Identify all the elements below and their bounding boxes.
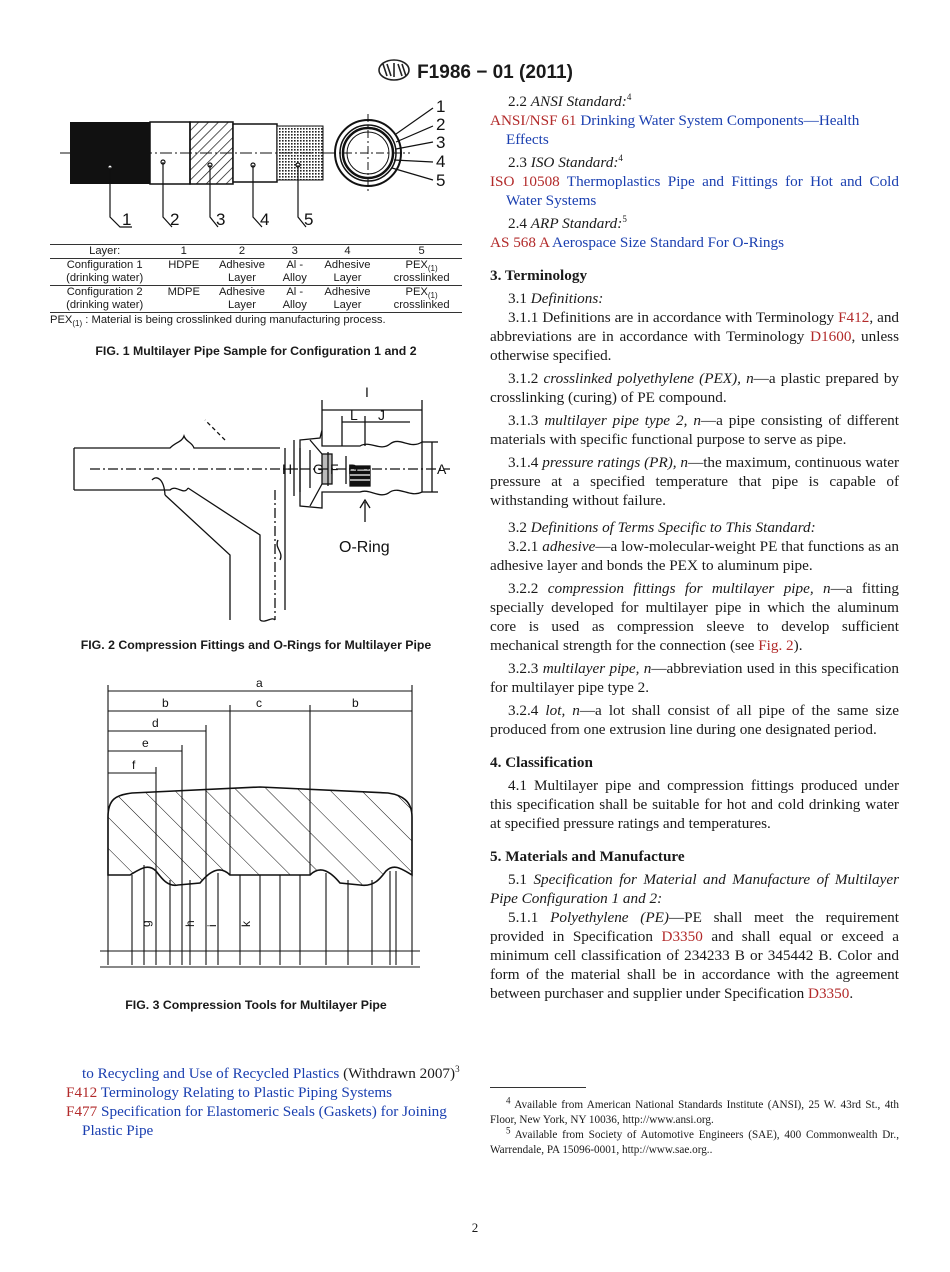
table-cell: Adhesive xyxy=(324,286,371,298)
table-cell: Layer xyxy=(208,272,275,286)
footnotes xyxy=(490,1095,899,1158)
right-column xyxy=(490,92,899,1007)
table-cell: Adhesive xyxy=(218,259,265,271)
reference-code-link[interactable]: ANSI/NSF 61 xyxy=(490,112,577,129)
dim-F: F xyxy=(330,461,339,477)
section-number: 2.4 xyxy=(508,215,531,232)
para-text: and shall equal or exceed a minimum cell classification of 234233 B or 345442 B. Color and form of the material shall be in accordance with the agreement between purchaser and supplier under Specification xyxy=(490,928,900,1002)
table-row xyxy=(50,286,462,300)
table-cell: (drinking water) xyxy=(50,272,159,286)
table-cell: Alloy xyxy=(276,299,314,313)
figure-1-drawing xyxy=(60,92,465,237)
para-text: , and abbreviations are in accordance with Terminology xyxy=(490,309,900,345)
table-cell xyxy=(381,259,462,273)
para-text: —a pipe consisting of different materials with specific functional purpose to serve as pipe. xyxy=(490,412,899,448)
fig1-label-5b: 5 xyxy=(436,171,446,190)
figure-2-drawing xyxy=(60,380,460,630)
para-text: 3.1.1 Definitions are in accordance with Terminology xyxy=(508,309,839,326)
page-header xyxy=(0,58,950,84)
para-3-1 xyxy=(490,289,899,308)
para-text: —abbreviation used in this specification for multilayer pipe type 2. xyxy=(490,660,899,696)
para-5-1 xyxy=(490,870,899,908)
section-heading: ANSI Standard: xyxy=(530,93,627,110)
reference-iso xyxy=(490,172,899,210)
table-cell: crosslinked xyxy=(381,272,462,286)
table-cell: crosslinked xyxy=(381,299,462,313)
fig1-label-4b: 4 xyxy=(436,152,446,171)
table-cell xyxy=(159,272,208,286)
reference-title-link[interactable]: Thermoplastics Pipe and Fittings for Hot and Cold Water Systems xyxy=(506,173,899,209)
term: crosslinked polyethylene (PEX), n xyxy=(543,370,754,387)
section-number: 2.3 xyxy=(508,154,531,171)
term: adhesive xyxy=(542,538,596,555)
footnote-ref: 3 xyxy=(455,1063,460,1074)
reference-link[interactable]: D1600 xyxy=(810,328,852,345)
table-note-text: : Material is being crosslinked during manufacturing process. xyxy=(82,314,386,326)
table-note-pex: PEX xyxy=(50,314,73,326)
table-cell: Alloy xyxy=(276,272,314,286)
dim-g: g xyxy=(139,920,153,927)
table-cell: Configuration 1 xyxy=(66,259,143,271)
para-3-2-4 xyxy=(490,701,899,739)
table-header-cell: 5 xyxy=(381,245,462,259)
reference-title-link[interactable]: Specification for Elastomeric Seals (Gaskets) for Joining Plastic Pipe xyxy=(82,1103,447,1139)
footnote-ref: 5 xyxy=(622,213,627,224)
dim-h: h xyxy=(183,920,197,927)
heading-materials: 5. Materials and Manufacture xyxy=(490,848,685,865)
para-3-1-4 xyxy=(490,453,899,510)
table-cell xyxy=(381,286,462,300)
para-text: 5.1.1 xyxy=(508,909,551,926)
page-number: 2 xyxy=(471,1220,479,1235)
dim-I: I xyxy=(365,384,369,400)
dim-d: d xyxy=(152,716,159,730)
figure-1-table xyxy=(50,244,462,327)
table-cell: (drinking water) xyxy=(50,299,159,313)
fig1-label-1b: 1 xyxy=(436,97,446,116)
para-3-2 xyxy=(490,518,899,537)
table-header-cell: Layer: xyxy=(50,245,159,259)
reference-f412 xyxy=(66,1083,461,1102)
astm-logo-icon xyxy=(377,58,411,82)
dim-c: c xyxy=(256,696,262,710)
reference-title-link[interactable]: Terminology Relating to Plastic Piping Systems xyxy=(97,1084,393,1101)
table-cell-sub: (1) xyxy=(427,264,438,274)
figure-3-drawing xyxy=(90,675,430,995)
table-cell: Al - xyxy=(286,286,304,298)
table-cell-text: PEX xyxy=(405,286,428,298)
table-note-sub: (1) xyxy=(72,319,83,329)
table-header-cell: 1 xyxy=(159,245,208,259)
para-text: 3.2.3 xyxy=(508,660,543,677)
section-2-2 xyxy=(490,92,899,111)
para-text: 3.2.2 xyxy=(508,580,548,597)
table-row xyxy=(50,272,462,286)
footnote-divider xyxy=(490,1087,586,1088)
dim-D: D xyxy=(348,461,359,477)
table-cell: Layer xyxy=(314,272,381,286)
reference-link[interactable]: F412 xyxy=(838,309,870,326)
para-text: 3.2.4 xyxy=(508,702,546,719)
table-cell: Configuration 2 xyxy=(66,286,143,298)
heading-classification: 4. Classification xyxy=(490,754,593,771)
left-column-references xyxy=(66,1064,461,1140)
table-cell: Layer xyxy=(208,299,275,313)
footnote-text: Available from American National Standards Institute (ANSI), 25 W. 43rd St., 4th Floor, New York, NY 10036, http://www.ansi.org. xyxy=(490,1099,899,1126)
dim-a: a xyxy=(256,676,263,690)
reference-title-link[interactable]: Aerospace Size Standard For O-Rings xyxy=(549,234,785,251)
table-header-cell: 4 xyxy=(314,245,381,259)
para-3-2-3 xyxy=(490,659,899,697)
footnote-ref: 4 xyxy=(626,91,632,102)
table-cell-text: PEX xyxy=(405,259,428,271)
dim-L: L xyxy=(350,407,358,423)
reference-ansi xyxy=(490,111,899,149)
term: multilayer pipe type 2, n xyxy=(544,412,701,429)
dim-e: e xyxy=(142,736,149,750)
fig1-label-5: 5 xyxy=(304,210,314,229)
para-text: —a fitting specially developed for multilayer pipe in which the aluminum core is used as compression sleeve to develop sufficient mechanical strength for the connection (see xyxy=(490,580,899,654)
para-text: , unless otherwise specified. xyxy=(490,328,899,364)
term: Polyethylene (PE) xyxy=(550,909,669,926)
table-cell: HDPE xyxy=(168,259,200,271)
dim-A: A xyxy=(437,461,447,477)
dim-i: i xyxy=(205,924,219,927)
footnote-marker: 5 xyxy=(506,1125,511,1136)
reference-code-link[interactable]: F412 xyxy=(66,1084,98,1101)
section-heading: ARP Standard: xyxy=(530,215,623,232)
reference-code-link[interactable]: F477 xyxy=(66,1103,98,1120)
para-text: —a lot shall consist of all pipe of the same size produced from one extrusion line during one designated period. xyxy=(490,702,899,738)
dim-G: G xyxy=(313,461,324,477)
para-text: —the maximum, continuous water pressure at a specified temperature that pipe is capable of withstanding without failure. xyxy=(490,454,899,509)
table-cell-sub: (1) xyxy=(427,291,438,301)
reference-code-link[interactable]: ISO 10508 xyxy=(490,173,560,190)
dim-J: J xyxy=(378,407,385,423)
table-header-cell: 2 xyxy=(208,245,275,259)
table-note xyxy=(50,313,462,327)
dim-b2: b xyxy=(352,696,359,710)
figure-3-caption: FIG. 3 Compression Tools for Multilayer Pipe xyxy=(125,998,387,1012)
oring-label: O-Ring xyxy=(339,539,390,556)
table-cell: Adhesive xyxy=(218,286,265,298)
term: compression fittings for multilayer pipe, n xyxy=(547,580,831,597)
section-heading: Definitions: xyxy=(530,290,604,307)
para-3-1-3 xyxy=(490,411,899,449)
para-text: —a plastic prepared by crosslinking (curing) of PE compound. xyxy=(490,370,900,406)
para-text: 3.1.2 xyxy=(508,370,544,387)
section-heading: Definitions of Terms Specific to This Standard: xyxy=(530,519,816,536)
reference-status: (Withdrawn 2007) xyxy=(339,1065,456,1082)
footnote-marker: 4 xyxy=(506,1095,511,1106)
reference-title-link[interactable]: to Recycling and Use of Recycled Plastics xyxy=(82,1065,340,1082)
para-text: —a low-molecular-weight PE that functions as an adhesive layer and bonds the PEX to aluminum pipe. xyxy=(490,538,899,574)
figure-2-caption: FIG. 2 Compression Fittings and O-Rings for Multilayer Pipe xyxy=(80,638,432,652)
table-header-cell: 3 xyxy=(276,245,314,259)
section-number: 5.1 xyxy=(508,871,534,888)
table-cell: Adhesive xyxy=(324,259,371,271)
para-text: 3.1.4 xyxy=(508,454,543,471)
reference-link[interactable]: D3350 xyxy=(807,985,850,1002)
fig1-label-2: 2 xyxy=(170,210,180,229)
para-text: —PE shall meet the requirement provided in Specification xyxy=(490,909,899,945)
fig1-label-3b: 3 xyxy=(436,133,446,152)
fig1-label-1: 1 xyxy=(122,210,132,229)
term: multilayer pipe, n xyxy=(542,660,652,677)
footnote-4 xyxy=(490,1095,899,1128)
reference-as568 xyxy=(490,233,899,252)
section-number: 3.2 xyxy=(508,519,531,536)
document-designation: F1986 − 01 (2011) xyxy=(417,62,573,83)
reference-code-link[interactable]: AS 568 A xyxy=(490,234,550,251)
para-text: . xyxy=(849,985,854,1002)
para-text: 3.2.1 xyxy=(508,538,543,555)
para-3-1-2 xyxy=(490,369,899,407)
para-3-2-1 xyxy=(490,537,899,575)
footnote-text: Available from Society of Automotive Engineers (SAE), 400 Commonwealth Dr., Warrendale, PA 15096-0001, http://www.sae.org.. xyxy=(490,1129,899,1156)
footnote-ref: 4 xyxy=(618,152,623,163)
figure-link[interactable]: Fig. 2 xyxy=(758,637,794,654)
fig1-label-3: 3 xyxy=(216,210,226,229)
para-3-2-2 xyxy=(490,579,899,655)
table-header-row xyxy=(50,245,462,259)
dim-b1: b xyxy=(162,696,169,710)
fig1-label-4: 4 xyxy=(260,210,270,229)
reference-f477 xyxy=(66,1102,461,1140)
footnote-5 xyxy=(490,1125,899,1158)
para-4-1: 4.1 Multilayer pipe and compression fittings produced under this specification shall be suitable for hot and cold drinking water at specified pressure ratings and temperatures. xyxy=(490,777,899,832)
term: lot, n xyxy=(545,702,580,719)
para-text: ). xyxy=(793,637,803,654)
section-heading: Specification for Material and Manufacture of Multilayer Pipe Configuration 1 and 2: xyxy=(490,871,899,907)
term: pressure ratings (PR), n xyxy=(542,454,688,471)
table-row xyxy=(50,259,462,273)
table-cell xyxy=(159,299,208,313)
section-number: 3.1 xyxy=(508,290,531,307)
dim-k: k xyxy=(239,921,253,927)
section-2-4 xyxy=(490,214,899,233)
section-2-3 xyxy=(490,153,899,172)
reference-continuation xyxy=(66,1064,461,1083)
reference-title-link[interactable]: Drinking Water System Components—Health Effects xyxy=(506,112,860,148)
table-cell: Layer xyxy=(314,299,381,313)
fig1-label-2b: 2 xyxy=(436,115,446,134)
para-text: 3.1.3 xyxy=(508,412,545,429)
section-heading: ISO Standard: xyxy=(530,154,619,171)
para-3-1-1 xyxy=(490,308,899,365)
table-row xyxy=(50,299,462,313)
reference-link[interactable]: D3350 xyxy=(661,928,703,945)
table-cell: MDPE xyxy=(167,286,200,298)
table-cell: Al - xyxy=(286,259,304,271)
para-5-1-1 xyxy=(490,908,899,1003)
figure-1-caption: FIG. 1 Multilayer Pipe Sample for Configuration 1 and 2 xyxy=(95,344,417,358)
dim-f: f xyxy=(132,758,136,772)
dim-H: H xyxy=(282,461,293,477)
heading-terminology: 3. Terminology xyxy=(490,267,588,284)
section-number: 2.2 xyxy=(508,93,531,110)
